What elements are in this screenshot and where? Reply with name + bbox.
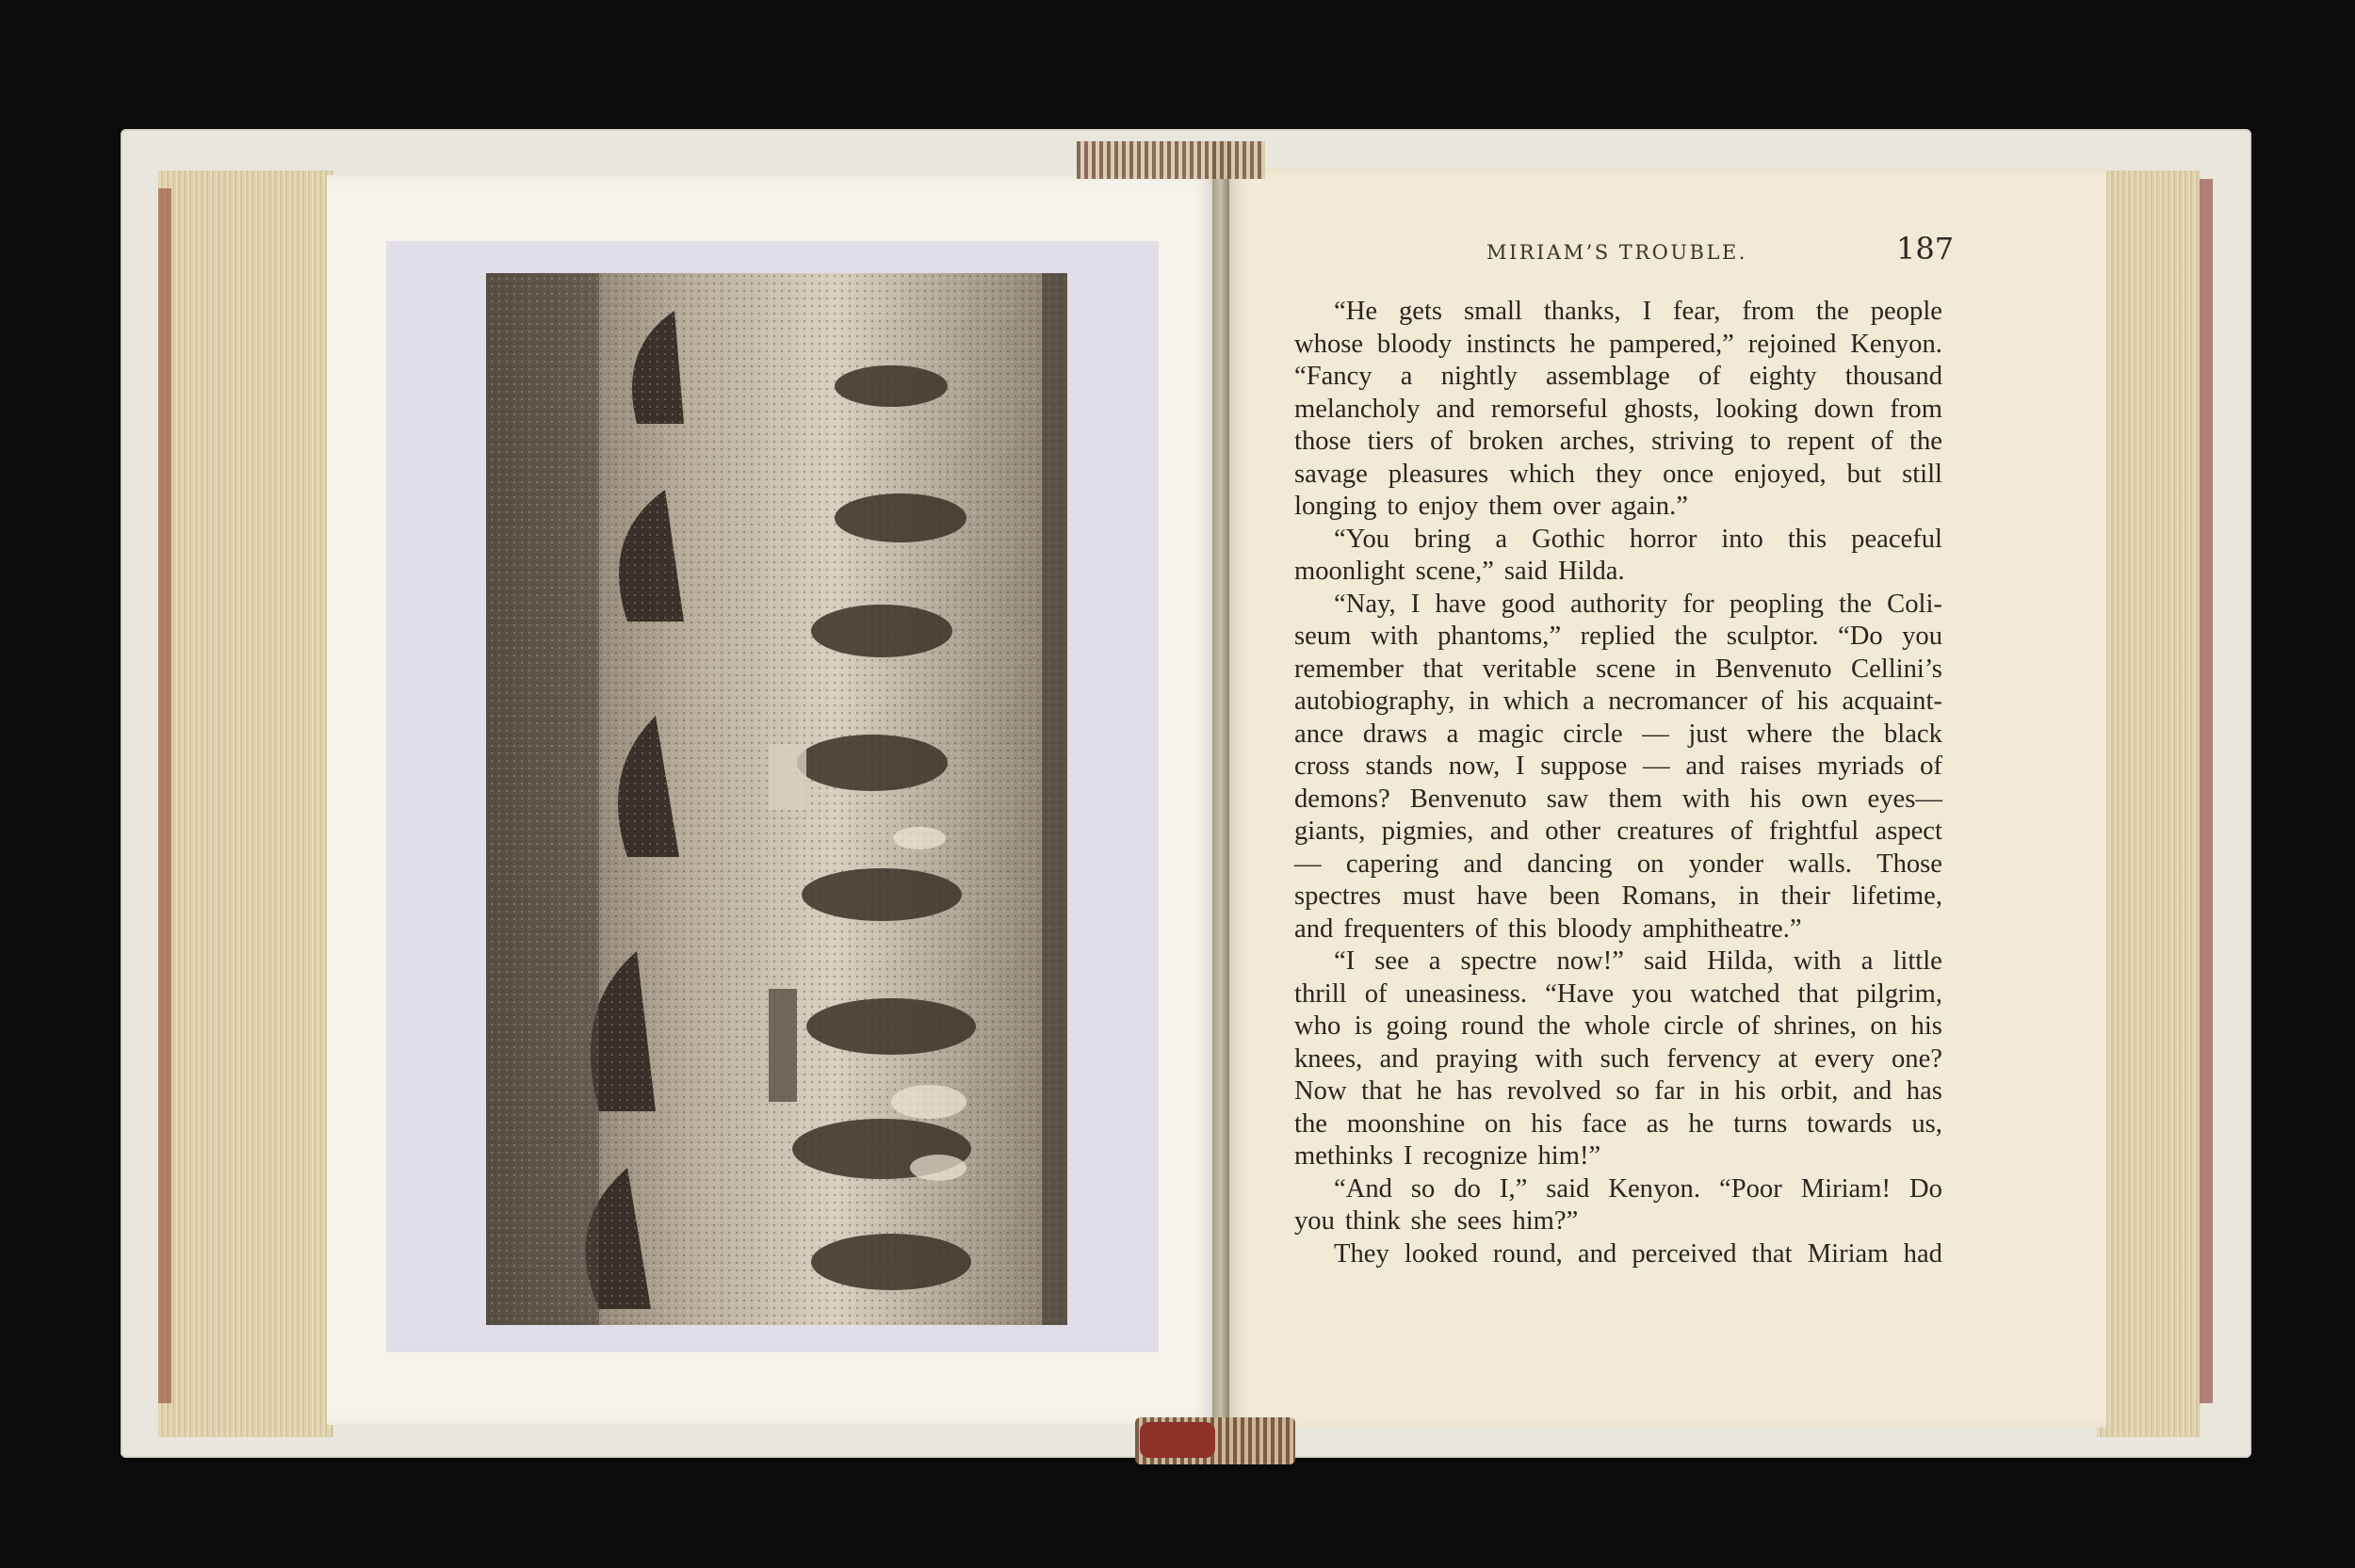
text-line: “I see a spectre now!” said Hilda, with a little — [1334, 946, 1942, 976]
text-line: knees, and praying with such fervency at every one? — [1294, 1043, 1942, 1074]
text-line: “And so do I,” said Kenyon. “Poor Miriam! Do — [1334, 1173, 1942, 1204]
text-line: you think she sees him?” — [1294, 1206, 1579, 1236]
text-line: those tiers of broken arches, striving to repent of the — [1294, 427, 1942, 456]
page-edges-left — [158, 170, 333, 1437]
text-line: longing to enjoy them over again.” — [1294, 492, 1688, 521]
headband — [1077, 141, 1265, 179]
text-line: — capering and dancing on yonder walls. Those — [1294, 849, 1942, 879]
marbled-endpaper-right — [2200, 179, 2213, 1403]
photograph-plate — [486, 273, 1067, 1325]
running-head: MIRIAM’S TROUBLE. — [1486, 241, 1747, 264]
text-line: Now that he has revolved so far in his orbit, and has — [1294, 1076, 1942, 1106]
text-line: moonlight scene,” said Hilda. — [1294, 557, 1625, 586]
bookmark-ribbon — [1140, 1422, 1215, 1458]
text-line: cross stands now, I suppose — and raises myriads of — [1294, 752, 1942, 781]
page-edges-right — [2097, 170, 2201, 1437]
text-line: autobiography, in which a necromancer of his acquaint- — [1294, 687, 1942, 716]
text-line: savage pleasures which they once enjoyed, but still — [1294, 459, 1942, 489]
text-line: thrill of uneasiness. “Have you watched that pilgrim, — [1294, 978, 1942, 1009]
text-line: spectres must have been Romans, in their lifetime, — [1294, 881, 1942, 911]
text-line: giants, pigmies, and other creatures of frightful aspect — [1294, 816, 1942, 846]
page-number: 187 — [1896, 231, 1955, 267]
text-line: melancholy and remorseful ghosts, looking down from — [1294, 394, 1942, 424]
text-line: ance draws a magic circle — just where the black — [1294, 719, 1942, 749]
coliseum-photograph-icon — [486, 273, 1067, 1325]
text-line: the moonshine on his face as he turns towards us, — [1294, 1108, 1942, 1139]
text-line: “He gets small thanks, I fear, from the people — [1334, 297, 1942, 326]
text-line: remember that veritable scene in Benvenuto Cellini’s — [1294, 654, 1942, 684]
text-line: and frequenters of this bloody amphitheatre.” — [1294, 913, 1802, 944]
text-line: whose bloody instincts he pampered,” rejoined Kenyon. — [1294, 329, 1942, 359]
text-line: seum with phantoms,” replied the sculptor. “Do you — [1294, 622, 1942, 651]
text-line: “You bring a Gothic horror into this peaceful — [1334, 524, 1942, 554]
text-line: methinks I recognize him!” — [1294, 1141, 1601, 1171]
text-line: “Fancy a nightly assemblage of eighty thousand — [1294, 362, 1942, 391]
marbled-endpaper-left — [158, 188, 171, 1403]
book-gutter — [1212, 141, 1229, 1441]
text-line: who is going round the whole circle of shrines, on his — [1294, 1011, 1942, 1041]
text-line: They looked round, and perceived that Miriam had — [1334, 1238, 1942, 1269]
text-line: demons? Benvenuto saw them with his own eyes— — [1294, 784, 1942, 814]
body-text — [1294, 296, 1942, 1270]
text-line: “Nay, I have good authority for peopling the Coli- — [1334, 589, 1942, 619]
